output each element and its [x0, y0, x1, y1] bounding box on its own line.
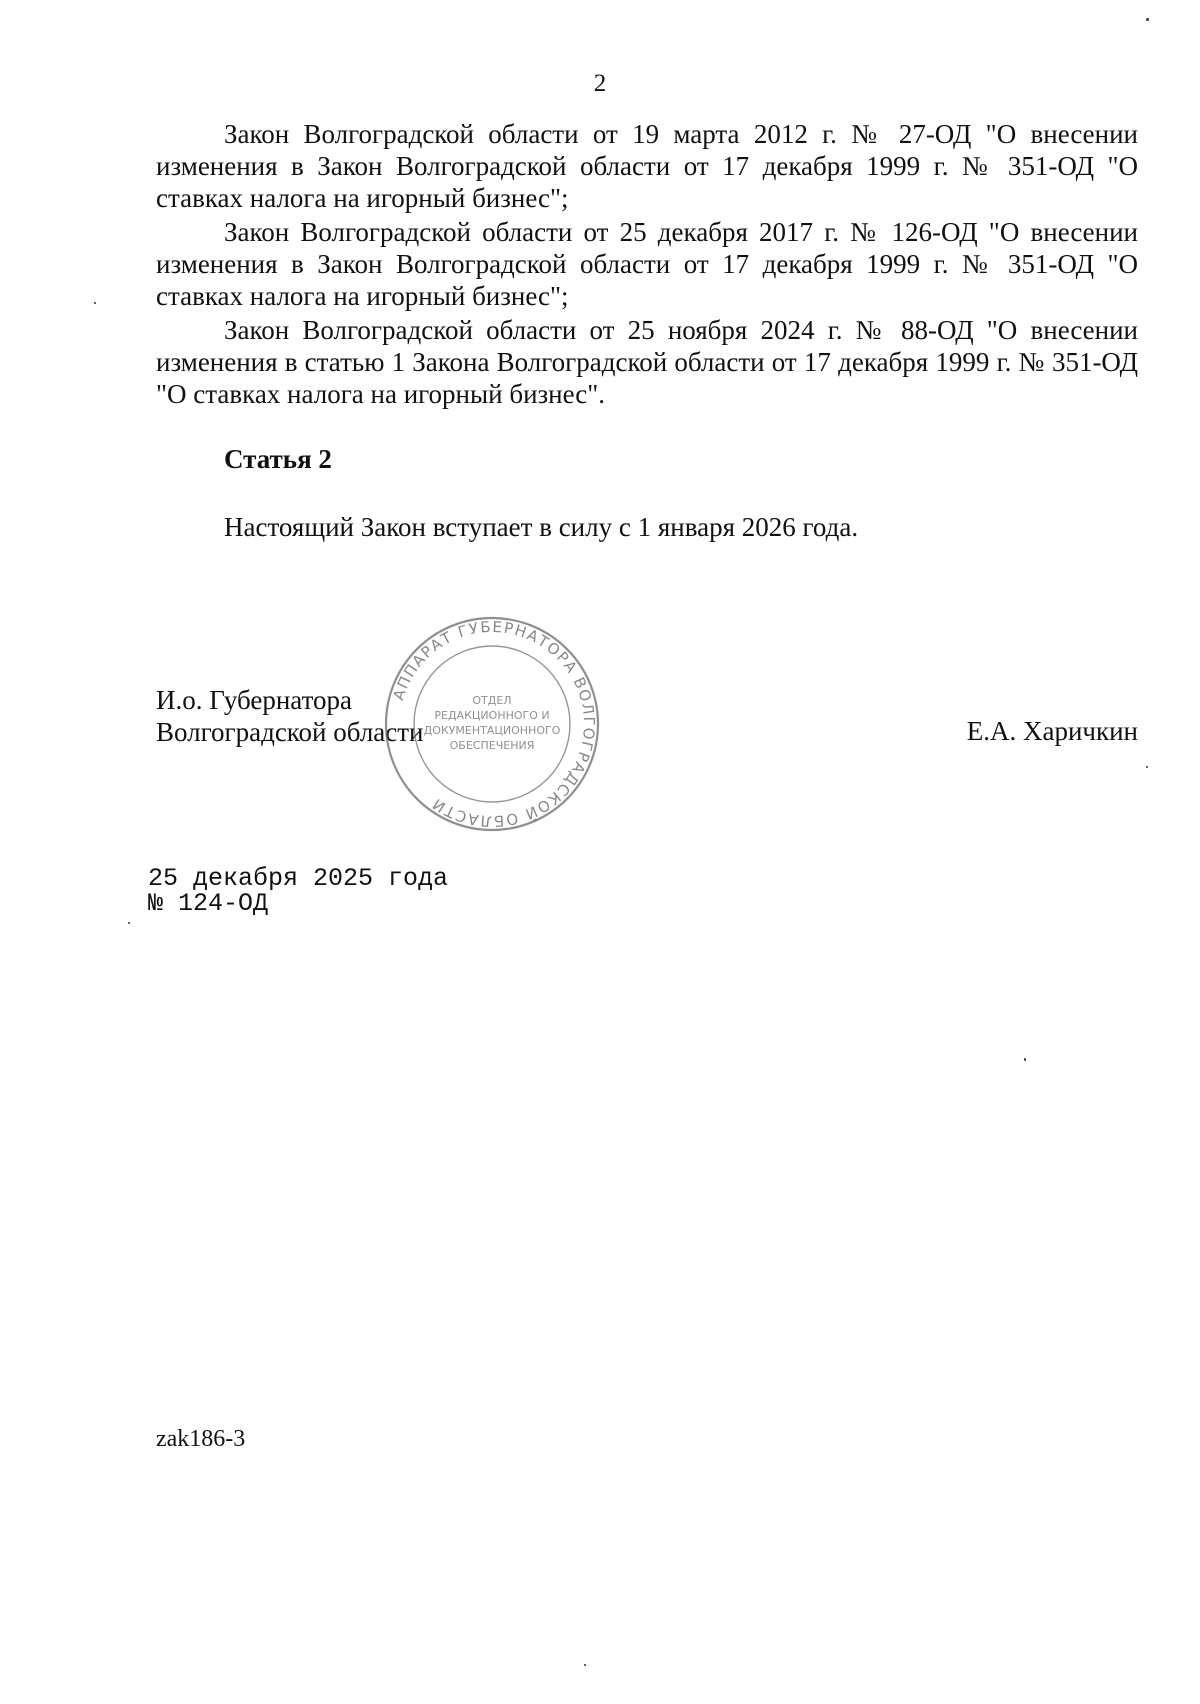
scan-speck: [1024, 1058, 1026, 1061]
signature-title-line2: Волгоградской области: [156, 717, 424, 747]
page-number: 2: [593, 70, 607, 97]
stamp-inner-line2: РЕДАКЦИОННОГО И: [434, 709, 550, 722]
stamp-inner-line3: ДОКУМЕНТАЦИОННОГО: [423, 724, 561, 737]
stamp-outer-text: АППАРАТ ГУБЕРНАТОРА ВОЛГОГРАДСКОЙ ОБЛАСТИ: [389, 617, 599, 831]
stamp-inner-line4: ОБЕСПЕЧЕНИЯ: [449, 739, 535, 752]
signature-name: Е.А. Харичкин: [966, 716, 1138, 746]
official-stamp: [382, 614, 602, 834]
scan-speck: [1146, 18, 1149, 21]
scan-speck: [584, 1664, 586, 1666]
paragraph-law-2012: Закон Волгоградской области от 19 марта 2012 г. № 27-ОД "О внесении изменения в Закон Волгоградской области от 17 декабря 1999 г. № 351-ОД "О ставках налога на игорный бизнес";: [156, 119, 1138, 213]
paragraph-law-2017: Закон Волгоградской области от 25 декабря 2017 г. № 126-ОД "О внесении изменения в Закон Волгоградской области от 17 декабря 1999 г. № 351-ОД "О ставках налога на игорный бизнес";: [156, 217, 1138, 311]
enactment-date: 25 декабря 2025 года: [148, 864, 449, 893]
document-code: zak186-3: [156, 1426, 246, 1452]
article-text: Настоящий Закон вступает в силу с 1 января 2026 года.: [224, 512, 859, 542]
enactment-number: № 124-ОД: [148, 889, 269, 918]
scan-speck: [94, 302, 96, 304]
paragraph-law-2024: Закон Волгоградской области от 25 ноября 2024 г. № 88-ОД "О внесении изменения в статью 1 Закона Волгоградской области от 17 декабря 1999 г. № 351-ОД "О ставках налога на игорный бизнес".: [156, 315, 1138, 409]
article-heading: Статья 2: [224, 444, 332, 474]
stamp-inner-line1: ОТДЕЛ: [472, 694, 512, 707]
scan-speck: [128, 922, 130, 924]
signature-title-line1: И.о. Губернатора: [156, 685, 353, 715]
scan-speck: [1146, 766, 1148, 768]
